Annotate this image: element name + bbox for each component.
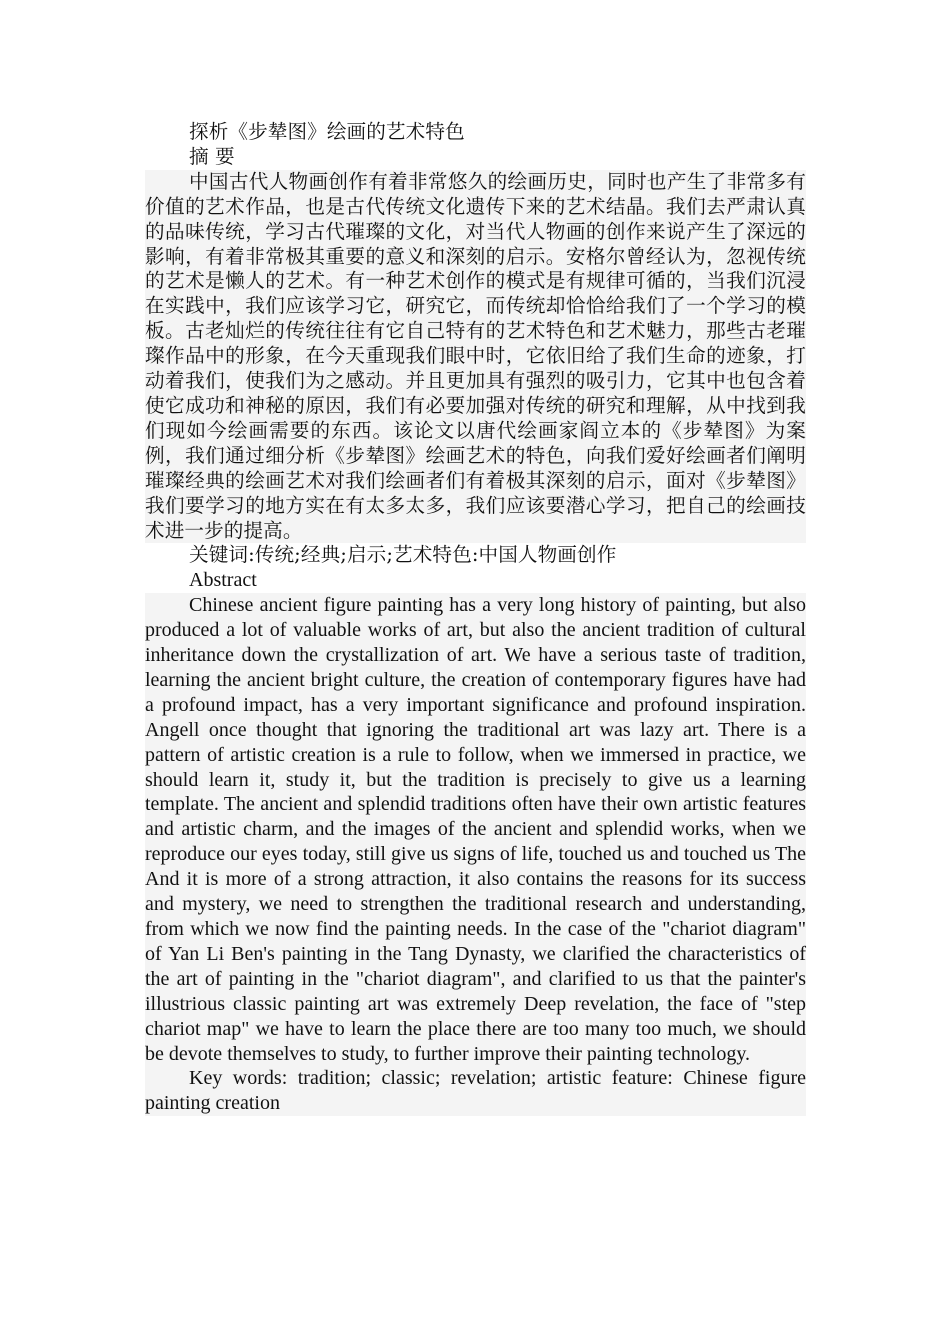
abstract-paragraph-zh: 中国古代人物画创作有着非常悠久的绘画历史，同时也产生了非常多有价值的艺术作品，也是古代传统文化遗传下来的艺术结晶。我们去严肃认真的品味传统，学习古代璀璨的文化，对当代人物画的创作来说产生了深远的影响，有着非常极其重要的意义和深刻的启示。安格尔曾经认为，忽视传统的艺术是懒人的艺术。有一种艺术创作的模式是有规律可循的，当我们沉浸在实践中，我们应该学习它，研究它，而传统却恰恰给我们了一个学习的模板。古老灿烂的传统往往有它自己特有的艺术特色和艺术魅力，那些古老璀璨作品中的形象，在今天重现我们眼中时，它依旧给了我们生命的迹象，打动着我们，使我们为之感动。并且更加具有强烈的吸引力，它其中也包含着使它成功和神秘的原因，我们有必要加强对传统的研究和理解，从中找到我们现如今绘画需要的东西。该论文以唐代绘画家阎立本的《步辇图》为案例，我们通过细分析《步辇图》绘画艺术的特色，向我们爱好绘画者们阐明璀璨经典的绘画艺术对我们绘画者们有着极其深刻的启示，面对《步辇图》我们要学习的地方实在有太多太多，我们应该要潜心学习，把自己的绘画技术进一步的提高。 (145, 169, 806, 542)
document-body (145, 120, 806, 1116)
abstract-paragraph-en: Chinese ancient figure painting has a very long history of painting, but also produced a lot of valuable works of art, but also the ancient tradition of cultural inheritance down the crystallization of art. We have a serious taste of tradition, learning the ancient bright culture, the creation of contemporary figures have had a profound impact, has a very important significance and profound inspiration. Angell once thought that ignoring the traditional art was lazy art. There is a pattern of artistic creation is a rule to follow, when we immersed in practice, we should learn it, study it, but the tradition is precisely to give us a learning template. The ancient and splendid traditions often have their own artistic features and artistic charm, and the images of the ancient and splendid works, when we reproduce our eyes today, still give us signs of life, touched us and touched us The And it is more of a strong attraction, it also contains the reasons for its success and mystery, we need to strengthen the traditional research and understanding, from which we now find the painting needs. In the case of the "chariot diagram" of Yan Li Ben's painting in the Tang Dynasty, we clarified the characteristics of the art of painting in the "chariot diagram", and clarified to us that the painter's illustrious classic painting art was extremely Deep revelation, the face of "step chariot map" we have to learn the place there are too many too much, we should be devote themselves to study, to further improve their painting technology. (145, 594, 806, 1065)
keywords-zh: 关键词:传统;经典;启示;艺术特色:中国人物画创作 (189, 543, 617, 567)
abstract-heading-zh: 摘 要 (189, 144, 235, 168)
page-title: 探析《步辇图》绘画的艺术特色 (189, 120, 465, 143)
abstract-heading-en: Abstract (189, 569, 257, 592)
keywords-en: Key words: tradition; classic; revelation; artistic feature: Chinese figure painting creation (145, 1067, 806, 1115)
